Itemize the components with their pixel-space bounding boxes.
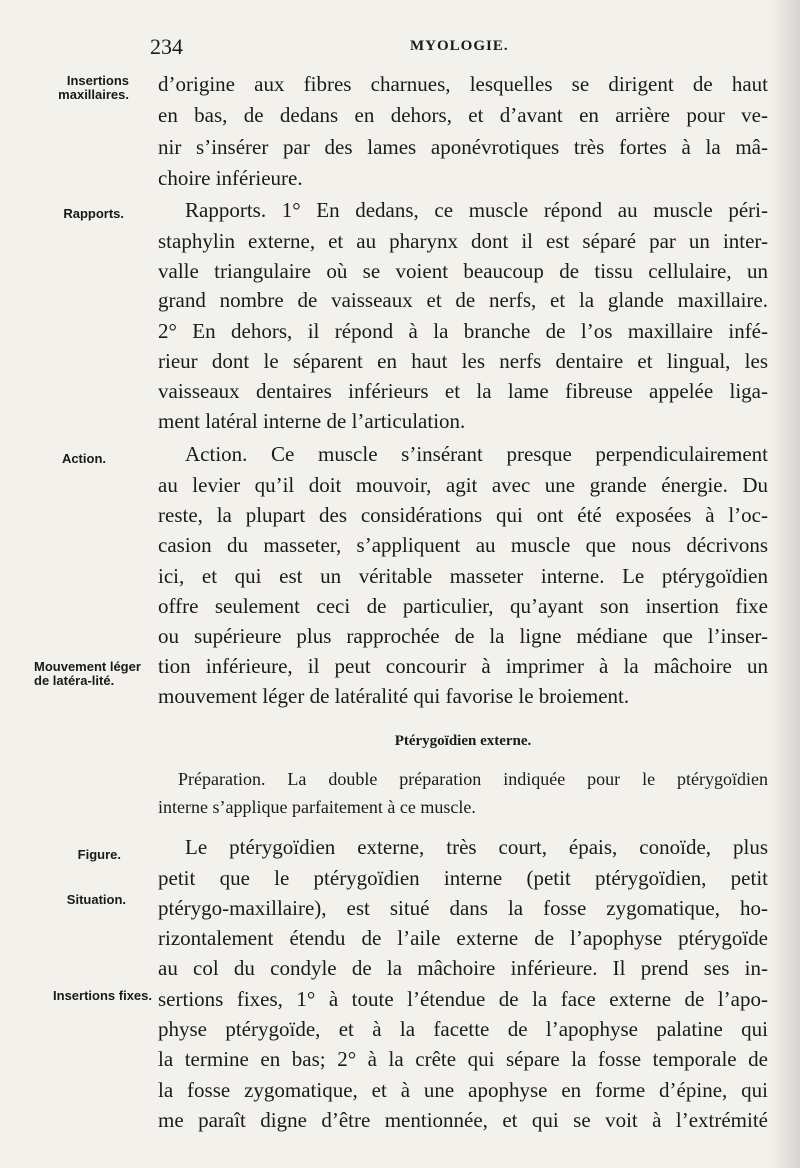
margin-note-action: Action. (61, 451, 106, 466)
text-line: rizontalement étendu de l’aile externe de l’apophyse ptérygoïde (158, 926, 768, 950)
text-line: d’origine aux fibres charnues, lesquelles se dirigent de haut (158, 72, 768, 96)
text-line: rieur dont le séparent en haut les nerfs dentaire et lingual, les (158, 349, 768, 373)
text-line: grand nombre de vaisseaux et de nerfs, et la glande maxillaire. (158, 288, 768, 312)
text-line: en bas, de dedans en dehors, et d’avant en arrière pour ve- (158, 103, 768, 127)
running-head: MYOLOGIE. (410, 38, 509, 54)
text-line: petit que le ptérygoïdien interne (petit ptérygoïdien, petit (158, 866, 768, 890)
text-line: me paraît digne d’être mentionnée, et qui se voit à l’extrémité (158, 1108, 768, 1132)
text-line: staphylin externe, et au pharynx dont il est séparé par un inter- (158, 229, 768, 253)
text-line: Préparation. La double préparation indiquée pour le ptérygoïdien (178, 769, 768, 789)
text-line: physe ptérygoïde, et à la facette de l’apophyse palatine qui (158, 1017, 768, 1041)
text-line: sertions fixes, 1° à toute l’étendue de la face externe de l’apo- (158, 987, 768, 1011)
text-line: nir s’insérer par des lames aponévrotiques très fortes à la mâ- (158, 135, 768, 159)
text-line: ptérygo-maxillaire), est situé dans la fosse zygomatique, ho- (158, 896, 768, 920)
page-number: 234 (150, 34, 183, 59)
margin-note-situation: Situation. (66, 892, 126, 907)
text-line: Le ptérygoïdien externe, très court, épais, conoïde, plus (185, 835, 768, 859)
text-line: reste, la plupart des considérations qui ont été exposées à l’oc- (158, 503, 768, 527)
text-line: casion du masseter, s’appliquent au muscle que nous décrivons (158, 533, 768, 557)
text-line: choire inférieure. (158, 166, 303, 190)
text-line: ou supérieure plus rapprochée de la ligne médiane que l’inser- (158, 624, 768, 648)
margin-note-insertions-maxillaires: Insertions maxillaires. (58, 73, 129, 102)
text-line: interne s’applique parfaitement à ce muscle. (158, 797, 476, 817)
text-line: vaisseaux dentaires inférieurs et la lame fibreuse appelée liga- (158, 379, 768, 403)
text-line: la termine en bas; 2° à la crête qui sépare la fosse temporale de (158, 1047, 768, 1071)
text-line: mouvement léger de latéralité qui favorise le broiement. (158, 684, 630, 708)
text-line: valle triangulaire où se voient beaucoup de tissu cellulaire, un (158, 259, 768, 283)
text-line: tion inférieure, il peut concourir à imprimer à la mâchoire un (158, 654, 768, 678)
page-header (150, 34, 770, 64)
margin-note-figure: Figure. (77, 847, 121, 862)
text-line: au col du condyle de la mâchoire inférieure. Il prend ses in- (158, 956, 768, 980)
section-subheading: Ptérygoïdien externe. (394, 733, 532, 749)
text-line: Action. Ce muscle s’insérant presque perpendiculairement (185, 442, 768, 466)
margin-note-mouvement: Mouvement léger de latéra-lité. (34, 659, 141, 688)
text-line: ment latéral interne de l’articulation. (158, 409, 466, 433)
text-line: ici, et qui est un véritable masseter interne. Le ptérygoïdien (158, 564, 768, 588)
text-line: au levier qu’il doit mouvoir, agit avec une grande énergie. Du (158, 473, 768, 497)
margin-note-insertions-fixes: Insertions fixes. (53, 988, 152, 1003)
margin-note-rapports: Rapports. (63, 206, 124, 221)
text-line: offre seulement ceci de particulier, qu’ayant son insertion fixe (158, 594, 768, 618)
page-edge-shadow (770, 0, 800, 1168)
text-line: la fosse zygomatique, et à une apophyse en forme d’épine, qui (158, 1078, 768, 1102)
text-line: Rapports. 1° En dedans, ce muscle répond au muscle péri- (185, 198, 768, 222)
text-line: 2° En dehors, il répond à la branche de l’os maxillaire infé- (158, 319, 768, 343)
